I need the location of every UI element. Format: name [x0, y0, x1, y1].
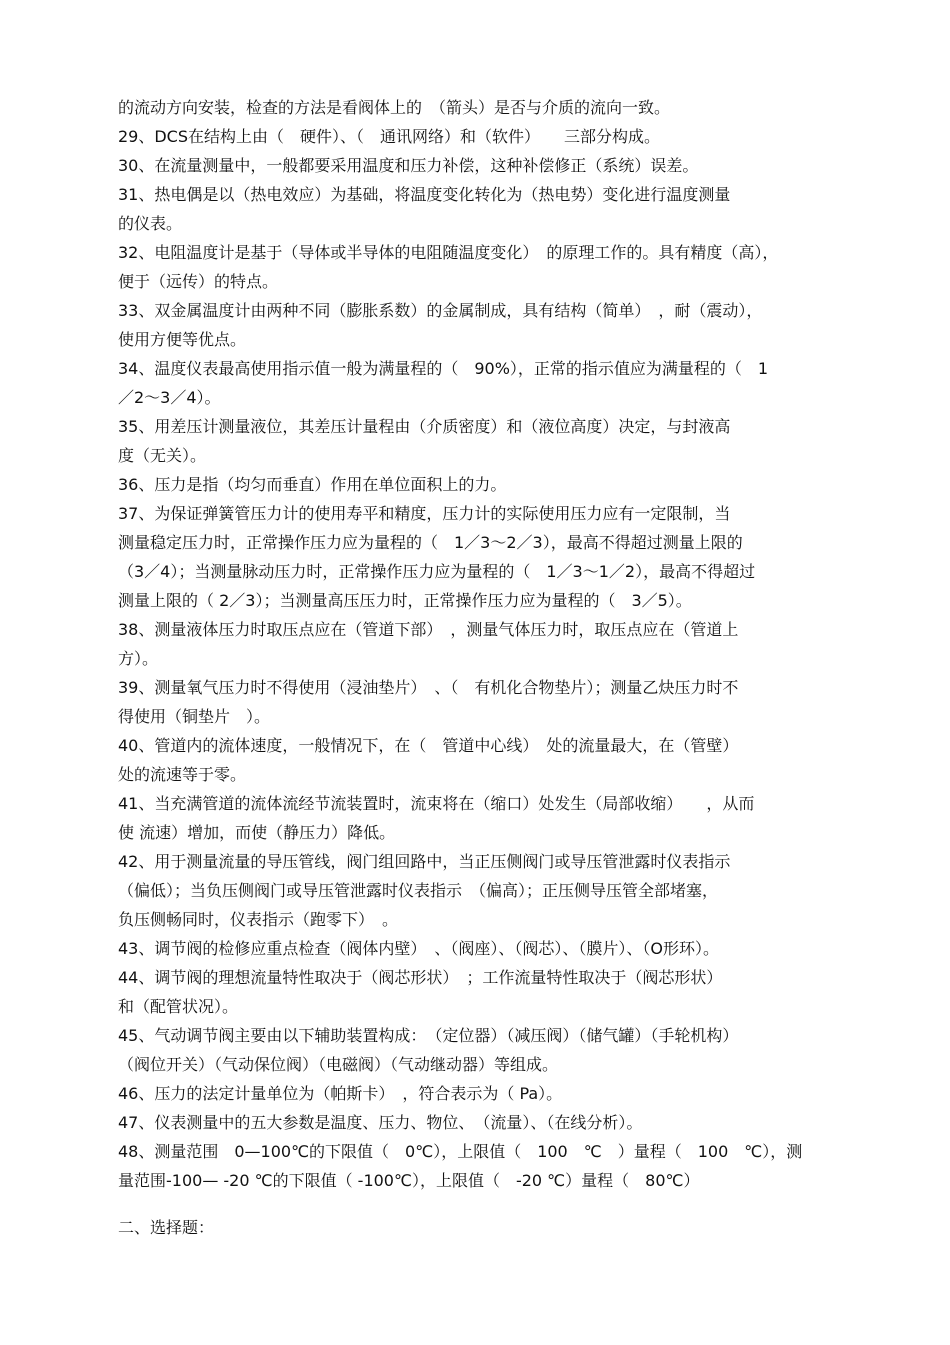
text-line: （偏低）；当负压侧阀门或导压管泄露时仪表指示 （偏高）；正压侧导压管全部堵塞， — [118, 881, 719, 900]
text-line: 47、仪表测量中的五大参数是温度、压力、物位、 （流量）、（在线分析）。 — [118, 1113, 643, 1132]
text-line: 38、测量液体压力时取压点应在（管道下部） ，测量气体压力时，取压点应在（管道上 — [118, 620, 739, 639]
text-line: ／2～3／4）。 — [118, 388, 221, 407]
text-line: 方）。 — [118, 649, 159, 668]
text-line: 和（配管状况）。 — [118, 997, 239, 1016]
text-line: 得使用（铜垫片 ）。 — [118, 707, 271, 726]
text-line: 29、DCS在结构上由（ 硬件）、（ 通讯网络）和（软件） 三部分构成。 — [118, 127, 661, 146]
text-line: 45、气动调节阀主要由以下辅助装置构成： （定位器）（减压阀）（储气罐）（手轮机构） — [118, 1026, 739, 1045]
text-line: 处的流速等于零。 — [118, 765, 247, 784]
text-line: 48、测量范围 0—100℃的下限值（ 0℃），上限值（ 100 ℃ ）量程（ 100 ℃），测 — [118, 1142, 803, 1161]
text-line: 的流动方向安装，检查的方法是看阀体上的 （箭头）是否与介质的流向一致。 — [118, 98, 671, 117]
text-line: 使 流速）增加，而使（静压力）降低。 — [118, 823, 396, 842]
text-line: 46、压力的法定计量单位为（帕斯卡） ，符合表示为（ Pa）。 — [118, 1084, 563, 1103]
text-line: 37、为保证弹簧管压力计的使用寿平和精度，压力计的实际使用压力应有一定限制，当 — [118, 504, 731, 523]
text-line: （3／4）；当测量脉动压力时，正常操作压力应为量程的（ 1／3～1／2），最高不得超过 — [118, 562, 756, 581]
text-line: 41、当充满管道的流体流经节流装置时，流束将在（缩口）处发生（局部收缩） ，从而 — [118, 794, 755, 813]
text-line: 使用方便等优点。 — [118, 330, 247, 349]
text-line: 32、电阻温度计是基于（导体或半导体的电阻随温度变化） 的原理工作的。具有精度（高）， — [118, 243, 779, 262]
text-line: 34、温度仪表最高使用指示值一般为满量程的（ 90%），正常的指示值应为满量程的（ 1 — [118, 359, 769, 378]
text-line: 36、压力是指（均匀而垂直）作用在单位面积上的力。 — [118, 475, 507, 494]
text-line: 30、在流量测量中，一般都要采用温度和压力补偿，这种补偿修正（系统）误差。 — [118, 156, 699, 175]
text-line: 35、用差压计测量液位，其差压计量程由（介质密度）和（液位高度）决定，与封液高 — [118, 417, 731, 436]
text-line: 度（无关）。 — [118, 446, 207, 465]
text-line: 的仪表。 — [118, 214, 183, 233]
text-line: 31、热电偶是以（热电效应）为基础，将温度变化转化为（热电势）变化进行温度测量 — [118, 185, 731, 204]
text-line: 测量稳定压力时，正常操作压力应为量程的（ 1／3～2／3），最高不得超过测量上限的 — [118, 533, 743, 552]
text-line: 33、双金属温度计由两种不同（膨胀系数）的金属制成，具有结构（简单） ，耐（震动）， — [118, 301, 763, 320]
text-line: 40、管道内的流体速度，一般情况下，在（ 管道中心线） 处的流量最大，在（管壁） — [118, 736, 739, 755]
text-line: 43、调节阀的检修应重点检查（阀体内壁） 、（阀座）、（阀芯）、（膜片）、（O形环）。 — [118, 939, 719, 958]
text-line: 39、测量氧气压力时不得使用（浸油垫片） 、（ 有机化合物垫片）；测量乙炔压力时不 — [118, 678, 739, 697]
text-line: 42、用于测量流量的导压管线，阀门组回路中，当正压侧阀门或导压管泄露时仪表指示 — [118, 852, 731, 871]
text-line: 44、调节阀的理想流量特性取决于（阀芯形状） ；工作流量特性取决于（阀芯形状） — [118, 968, 723, 987]
text-line: 便于（远传）的特点。 — [118, 272, 279, 291]
text-line: 测量上限的（ 2／3）；当测量高压压力时，正常操作压力应为量程的（ 3／5）。 — [118, 591, 692, 610]
text-line: 负压侧畅同时，仪表指示（跑零下） 。 — [118, 910, 399, 929]
section-heading: 二、选择题： — [118, 1218, 215, 1237]
text-line: （阀位开关）（气动保位阀）（电磁阀）（气动继动器）等组成。 — [118, 1055, 559, 1074]
text-line: 量范围-100— -20 ℃的下限值（ -100℃），上限值（ -20 ℃）量程（ 80℃） — [118, 1171, 700, 1190]
